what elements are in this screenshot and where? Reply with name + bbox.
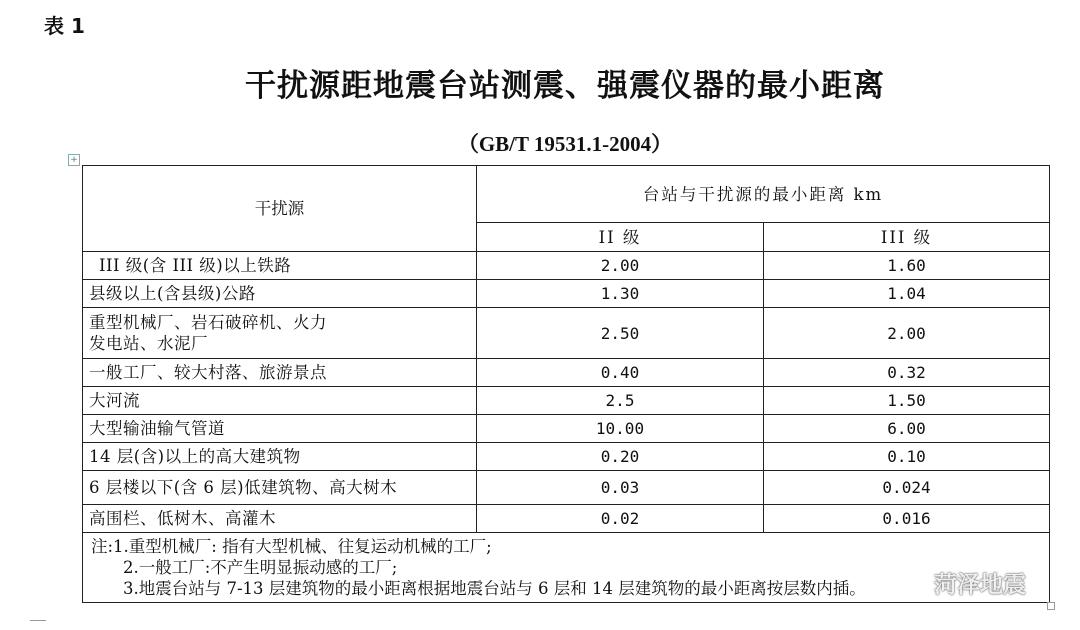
row-source-line: 发电站、水泥厂	[89, 334, 208, 353]
row-level-2-value: 10.00	[477, 415, 764, 443]
table-header-row	[83, 166, 1050, 223]
wechat-icon	[900, 572, 928, 594]
row-level-3-value: 0.024	[764, 471, 1050, 505]
note-line: 3.地震台站与 7-13 层建筑物的最小距离根据地震台站与 6 层和 14 层建筑物的最小距离按层数内插。	[123, 579, 866, 598]
table-row	[83, 443, 1050, 471]
row-source: III 级(含 III 级)以上铁路	[83, 252, 477, 280]
page-title: 干扰源距地震台站测震、强震仪器的最小距离	[245, 68, 885, 104]
header-distance: 台站与干扰源的最小距离 km	[477, 166, 1050, 223]
row-level-3-value: 2.00	[764, 308, 1050, 359]
row-level-2-value: 1.30	[477, 280, 764, 308]
row-level-3-value: 1.60	[764, 252, 1050, 280]
row-level-3-value: 0.32	[764, 359, 1050, 387]
row-level-3-value: 1.04	[764, 280, 1050, 308]
row-level-2-value: 0.03	[477, 471, 764, 505]
row-source	[83, 308, 477, 359]
row-level-3-value: 0.10	[764, 443, 1050, 471]
standard-code: （GB/T 19531.1-2004）	[457, 132, 673, 156]
table-row	[83, 308, 1050, 359]
table-row	[83, 280, 1050, 308]
table-row	[83, 415, 1050, 443]
table-move-icon[interactable]: +	[68, 154, 80, 166]
row-level-2-value: 0.20	[477, 443, 764, 471]
note-line: 注:1.重型机械厂: 指有大型机械、往复运动机械的工厂;	[91, 537, 492, 556]
table-row	[83, 471, 1050, 505]
row-level-2-value: 0.02	[477, 505, 764, 533]
row-level-3-value: 6.00	[764, 415, 1050, 443]
table-label: 表 1	[44, 14, 85, 38]
row-level-3-value: 0.016	[764, 505, 1050, 533]
row-source: 高围栏、低树木、高灌木	[83, 505, 477, 533]
row-source-line: 重型机械厂、岩石破碎机、火力	[89, 313, 327, 332]
table-row	[83, 505, 1050, 533]
row-source: 县级以上(含县级)公路	[83, 280, 477, 308]
row-level-2-value: 2.50	[477, 308, 764, 359]
distance-table	[82, 165, 1050, 603]
row-source: 14 层(含)以上的高大建筑物	[83, 443, 477, 471]
row-level-2-value: 2.5	[477, 387, 764, 415]
note-line: 2.一般工厂:不产生明显振动感的工厂;	[123, 558, 398, 577]
watermark	[900, 566, 1026, 599]
header-level-2: II 级	[477, 223, 764, 252]
watermark-text: 菏泽地震	[934, 572, 1026, 598]
table-resize-handle[interactable]	[1047, 602, 1055, 610]
row-level-2-value: 0.40	[477, 359, 764, 387]
row-source: 6 层楼以下(含 6 层)低建筑物、高大树木	[83, 471, 477, 505]
table-row	[83, 252, 1050, 280]
row-source: 一般工厂、较大村落、旅游景点	[83, 359, 477, 387]
row-source: 大型输油输气管道	[83, 415, 477, 443]
row-level-3-value: 1.50	[764, 387, 1050, 415]
row-level-2-value: 2.00	[477, 252, 764, 280]
header-level-3: III 级	[764, 223, 1050, 252]
header-source: 干扰源	[83, 166, 477, 252]
table-row	[83, 359, 1050, 387]
row-source: 大河流	[83, 387, 477, 415]
table-row	[83, 387, 1050, 415]
